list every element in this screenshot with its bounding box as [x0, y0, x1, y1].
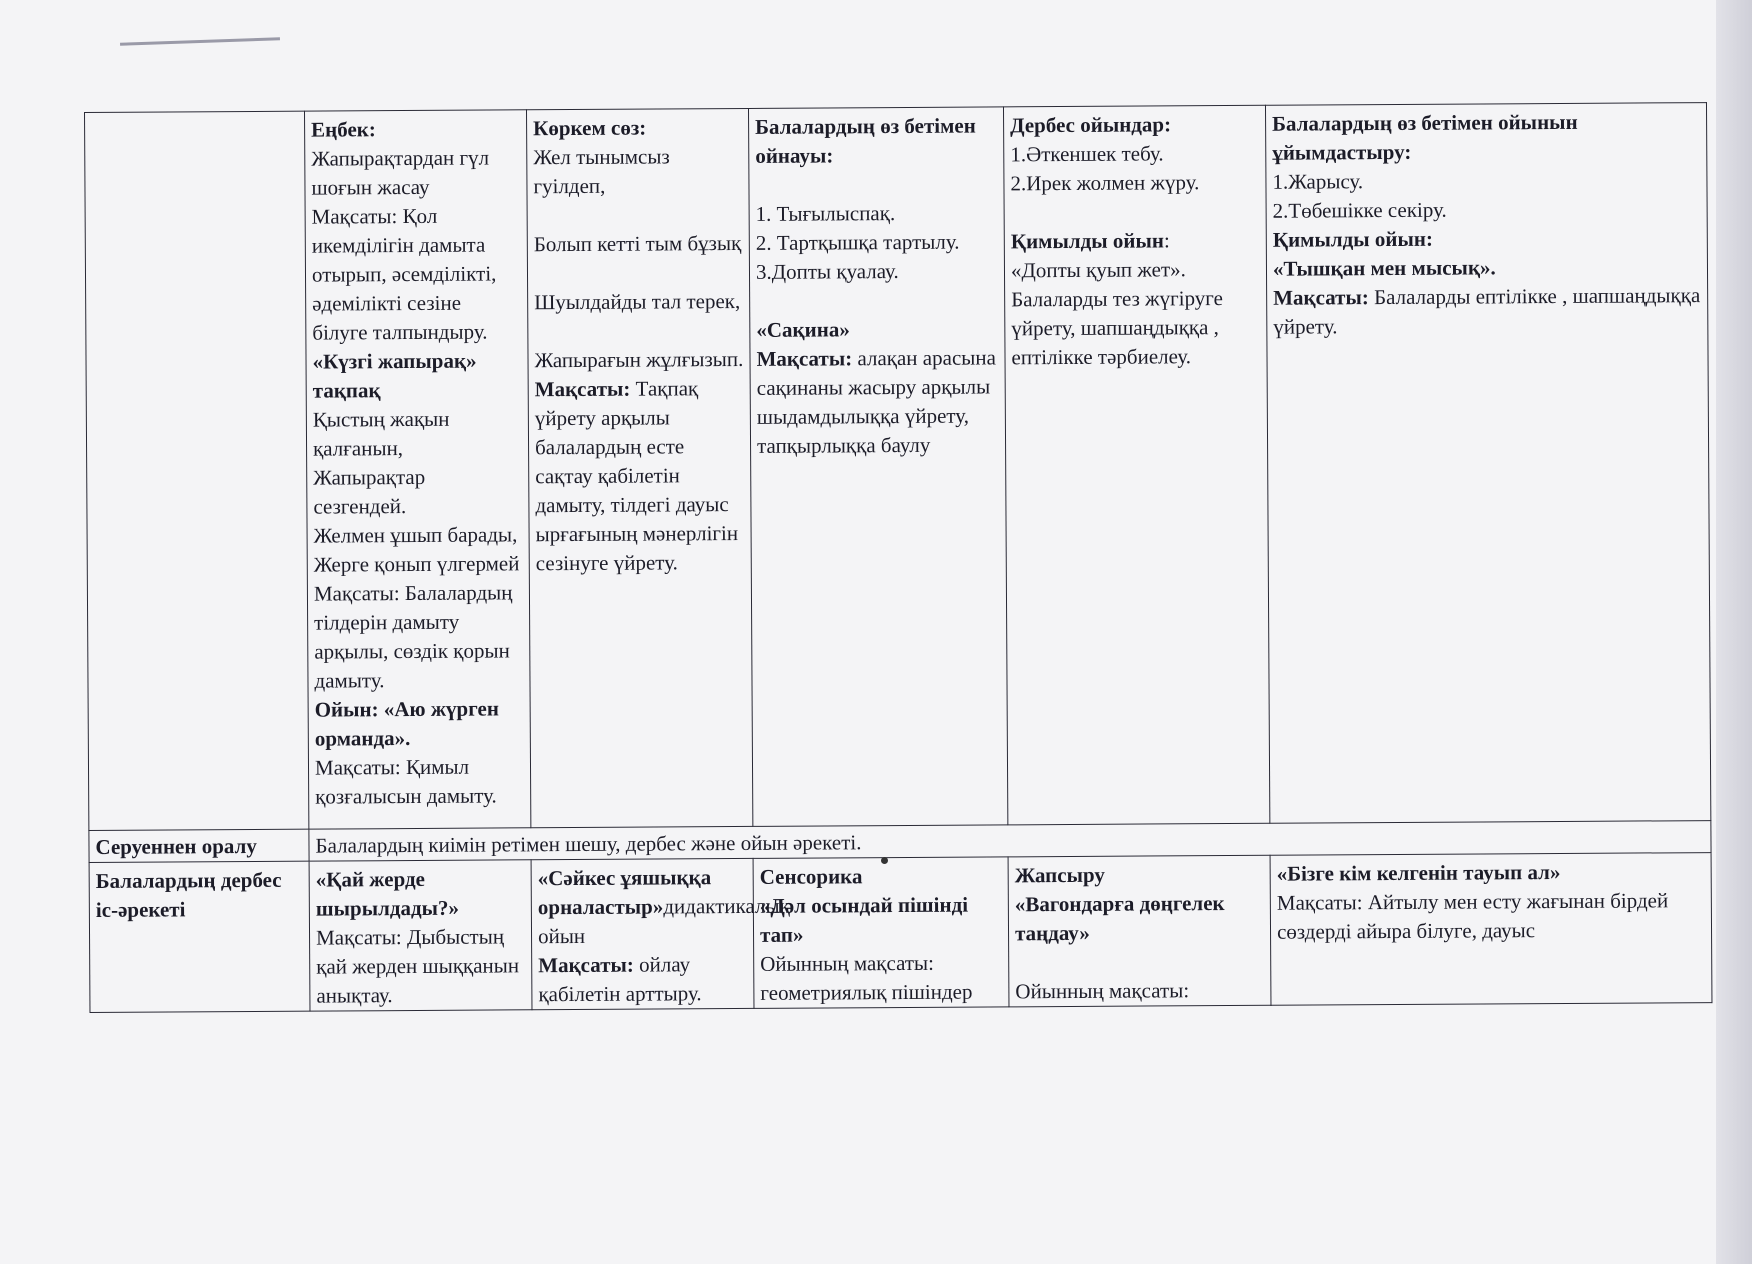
cell-line-bold-text: Қимылды ойын:: [1272, 226, 1434, 252]
walk-cell-poem: [526, 108, 752, 827]
cell-line: [311, 114, 520, 144]
cell-line: [534, 200, 743, 230]
cell-line: [534, 345, 743, 375]
scan-page-edge: [1716, 0, 1752, 1264]
cell-line-bold-text: Балалардың өз бетімен ойынын ұйымдастыру:: [1272, 109, 1578, 165]
cell-line: [312, 201, 522, 347]
cell-line: [1011, 226, 1260, 257]
table-row-activity: [89, 853, 1712, 1013]
walk-cell-labor: [304, 110, 530, 829]
cell-line: [1010, 139, 1259, 170]
cell-line-text: «Допты қуып жет».: [1010, 257, 1186, 283]
cell-line: [755, 169, 997, 199]
cell-line: [756, 198, 998, 228]
cell-line-bold-text: Мақсаты:: [1273, 285, 1369, 310]
cell-line-bold-text: Қимылды ойын: [1010, 228, 1165, 254]
cell-line: [534, 258, 743, 288]
cell-line: [1015, 889, 1264, 949]
cell-line-text: Жапырақтардан гүл шоғын жасау: [311, 145, 490, 200]
cell-line: [534, 229, 743, 259]
cell-line-text: 3.Допты қуалау.: [755, 259, 899, 284]
cell-line-rest-text: ойлау қабілетін арттыру.: [538, 952, 702, 1007]
cell-line: [314, 549, 523, 579]
daily-plan-table: [84, 102, 1712, 1013]
cell-line: [1015, 947, 1264, 978]
cell-line: [538, 950, 747, 1009]
cell-line-bold-text: Ойын: «Аю жүрген орманда».: [314, 696, 499, 751]
cell-line-bold-text: «Қай жерде шырылдады?»: [315, 866, 460, 921]
cell-line-bold-text: Мақсаты:: [538, 952, 634, 978]
cell-line: [756, 256, 998, 286]
cell-line-bold-text: Мақсаты:: [534, 376, 636, 402]
cell-line-text: Балаларды тез жүгіруге үйрету, шапшаңдыққа , ептілікке тәрбиелеу.: [1011, 286, 1223, 370]
cell-line: [313, 404, 522, 463]
cell-line-rest-text: дидактикалық ойын: [537, 893, 790, 949]
cell-line: [755, 111, 997, 170]
cell-line: [760, 890, 1002, 949]
cell-line: [1015, 860, 1264, 891]
cell-line-text: Мақсаты: Дыбыстың қай жерден шыққанын анықтау.: [315, 924, 520, 1008]
cell-line: [537, 863, 790, 951]
cell-line-rest-text: :: [1163, 228, 1170, 253]
activity-cell-sensory: [753, 857, 1009, 1009]
cell-line: [1273, 281, 1701, 342]
scan-dot: [881, 857, 888, 864]
cell-line: [311, 143, 520, 202]
cell-line-bold-text: «Вагондарға дөңгелек таңдау»: [1014, 891, 1225, 946]
cell-line-text: Болып кетті тым бұзық: [533, 230, 742, 257]
cell-line: [1010, 110, 1259, 141]
cell-line: [1272, 107, 1700, 168]
cell-line: [316, 922, 526, 1010]
cell-line-text: Мақсаты: Қимыл қозғалысын дамыту.: [314, 754, 497, 809]
return-label: Серуеннен оралу: [89, 829, 309, 862]
cell-line: [535, 374, 745, 578]
cell-line: [1273, 194, 1701, 226]
cell-line-bold-text: Жапсыру: [1014, 862, 1105, 888]
scan-artifact-line: [120, 37, 280, 46]
cell-line: [314, 578, 524, 695]
cell-line: [756, 227, 998, 257]
cell-line: [756, 343, 999, 460]
walk-cell-free-play: [748, 107, 1007, 827]
cell-line: [756, 285, 998, 315]
cell-line-bold-text: Мақсаты:: [756, 346, 853, 371]
cell-line-bold-text: «Бізге кім келгенін тауып ал»: [1276, 859, 1561, 886]
cell-line: [1011, 255, 1260, 286]
cell-line: [756, 314, 998, 344]
cell-line: [1011, 284, 1261, 373]
cell-line-text: 2. Тартқышқа тартылу.: [755, 229, 960, 255]
walk-cell-organized-play: [1265, 103, 1710, 824]
cell-line-text: Желмен ұшып барады,: [313, 522, 518, 548]
cell-line: [533, 113, 742, 143]
cell-line: [1273, 223, 1701, 255]
cell-line: [760, 861, 1002, 891]
cell-line-bold-text: «Сақина»: [756, 317, 850, 342]
cell-line-text: 1.Жарысу.: [1272, 169, 1364, 194]
cell-line: [533, 142, 742, 201]
cell-line-bold-text: «Сәйкес ұяшыққа орналастыр»: [537, 865, 712, 920]
cell-line-text: Жапырағын жұлғызып.: [534, 346, 744, 373]
cell-line-text: 1. Тығылыспақ.: [755, 201, 896, 226]
cell-line-text: Шуылдайды тал терек,: [534, 288, 741, 315]
cell-line: [1015, 976, 1264, 1007]
cell-line-text: Қыстың жақын қалғанын,: [312, 406, 450, 461]
cell-line-bold-text: «Күзгі жапырақ» тақпақ: [312, 348, 477, 403]
cell-line-text: 1.Әткеншек тебу.: [1010, 141, 1164, 167]
cell-line: [534, 316, 743, 346]
cell-line: [313, 462, 522, 521]
cell-line-text: Ойынның мақсаты: геометриялық пішіндер: [760, 950, 973, 1005]
cell-line-rest-text: Балаларды ептілікке , шапшаңдыққа үйрету.: [1273, 283, 1701, 339]
cell-line: [312, 346, 521, 405]
cell-line: [316, 864, 525, 923]
activity-cell-didactic-game: [531, 858, 790, 1009]
cell-line-text: 2.Ирек жолмен жүру.: [1010, 170, 1200, 196]
cell-line-bold-text: Дербес ойындар:: [1010, 112, 1172, 138]
cell-line-bold-text: Көркем сөз:: [533, 115, 647, 141]
table-row-walk: [85, 103, 1711, 831]
cell-line: [314, 520, 523, 550]
document-sheet: [84, 102, 1712, 1078]
cell-line-text: Мақсаты: Айтылу мен есту жағынан бірдей сөздерді айыра білуге, дауыс: [1276, 888, 1669, 944]
cell-line: [1277, 857, 1705, 889]
cell-line: [1010, 168, 1259, 199]
cell-line-text: Жапырақтар сезгендей.: [313, 464, 426, 519]
cell-line-rest-text: Тақпақ үйрету арқылы балалардың есте сақтау қабілетін дамыту, тілдегі дауыс ырғағының мәнерлігін сезінуге үйрету.: [534, 376, 739, 576]
cell-line-text: Ойынның мақсаты:: [1015, 978, 1190, 1004]
cell-line-rest-text: алақан арасына сақинаны жасыру арқылы шыдамдылыққа үйрету, тапқырлыққа баулу: [756, 345, 996, 458]
cell-line-text: Мақсаты: Балалардың тілдерін дамыту арқылы, сөздік қорын дамыту.: [313, 580, 513, 693]
activity-cell-guess-game: [1270, 853, 1712, 1006]
activity-cell-applique: [1008, 855, 1271, 1007]
cell-line: [315, 752, 524, 811]
cell-line-bold-text: Еңбек:: [311, 117, 376, 142]
cell-line-bold-text: «Тышқан мен мысық».: [1272, 255, 1496, 281]
cell-line-bold-text: Балалардың өз бетімен ойнауы:: [755, 113, 976, 168]
cell-line: [1273, 252, 1701, 284]
cell-line-text: Жел тынымсыз гуілдеп,: [533, 144, 670, 199]
activity-label: Балалардың дербес іс-әрекеті: [89, 861, 310, 1012]
walk-cell-games: [1003, 105, 1269, 825]
cell-line: [760, 948, 1002, 1007]
cell-line: [1277, 886, 1705, 947]
cell-line-bold-text: Сенсорика: [759, 864, 863, 889]
cell-line-bold-text: «Дәл осындай пішінді тап»: [759, 892, 969, 947]
return-text: Балалардың киімін ретімен шешу, дербес және ойын әрекеті.: [309, 821, 1711, 862]
cell-line-text: Жерге қонып үлгермей: [313, 551, 520, 577]
cell-line: [315, 694, 524, 753]
cell-line: [1272, 165, 1700, 197]
cell-line-text: 2.Төбешікке секіру.: [1272, 197, 1447, 223]
activity-cell-sound-game: [309, 860, 532, 1011]
cell-line-text: Мақсаты: Қол икемділігін дамыта отырып, әсемділікті, әдемілікті сезіне білуге талпындыру.: [311, 203, 497, 345]
cell-line: [534, 287, 743, 317]
cell-line: [1011, 197, 1260, 228]
walk-label-cell: [85, 111, 309, 830]
